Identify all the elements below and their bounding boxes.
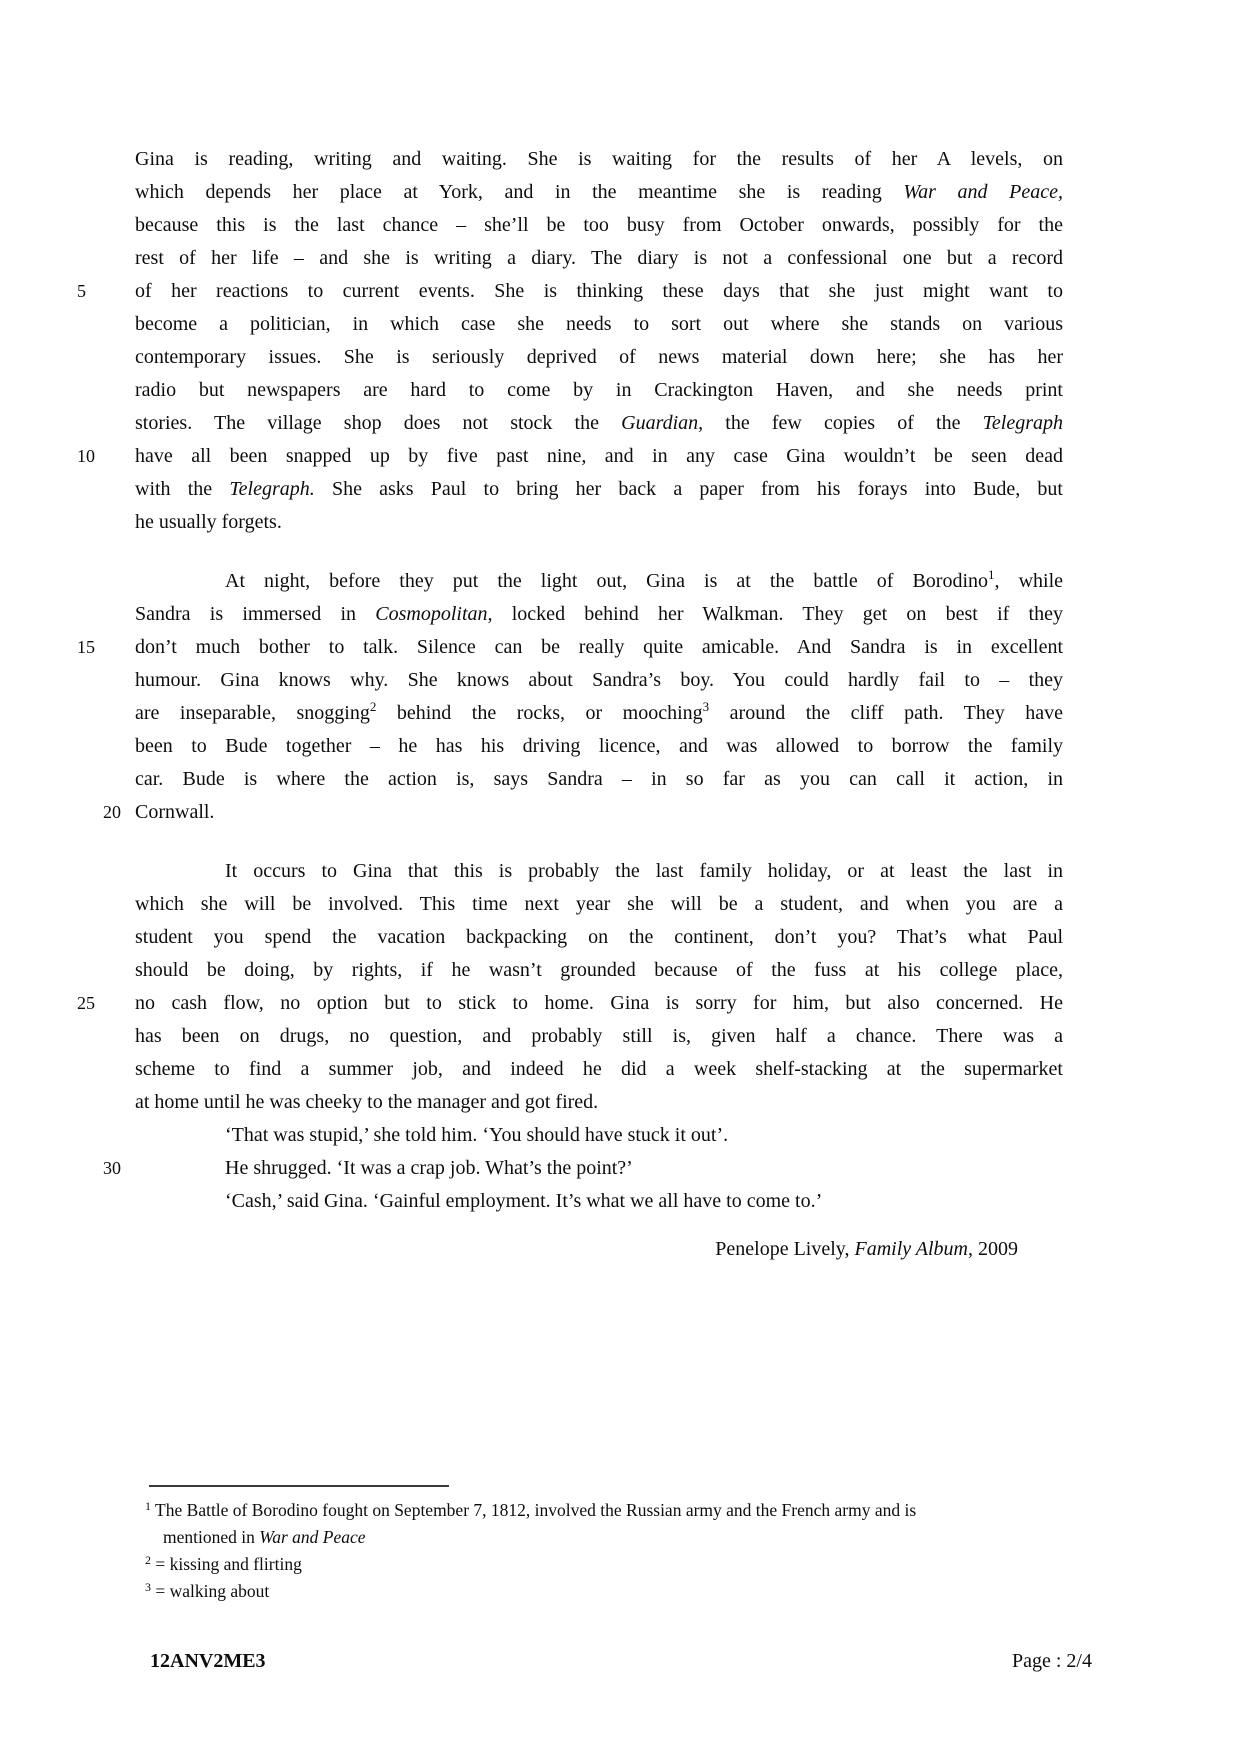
line-number: 25 <box>77 993 95 1013</box>
passage-line <box>135 598 1063 631</box>
footnote-reference: 3 <box>702 699 710 714</box>
attribution-text <box>715 1238 1018 1261</box>
text-segment: behind the rocks, or mooching <box>376 702 703 724</box>
paragraph <box>77 855 1063 1218</box>
text-segment: Cosmopolitan, <box>375 603 493 625</box>
passage-line <box>77 275 1063 308</box>
passage-line <box>135 1053 1063 1086</box>
page-indicator: Page : 2/4 <box>1012 1650 1092 1672</box>
passage-line <box>135 374 1063 407</box>
text-segment: = walking about <box>151 1581 270 1601</box>
passage-line <box>77 631 1063 664</box>
text-segment: At night, before they put the light out, Gina is at the battle of Borodino <box>225 570 989 592</box>
text-segment: mentioned in <box>163 1527 260 1547</box>
line-number: 5 <box>77 281 86 301</box>
text-segment: have all been snapped up by five past nine, and in any case Gina wouldn’t be seen dead <box>135 445 1063 467</box>
passage-line <box>135 506 1063 539</box>
text-segment: War and Peace <box>259 1527 366 1547</box>
text-segment: War and Peace, <box>903 181 1063 203</box>
text-segment: of her reactions to current events. She is thinking these days that she just might want to <box>135 280 1063 302</box>
footnote-line <box>135 1578 1063 1605</box>
text-segment: with the <box>135 478 230 500</box>
text-segment: ‘That was stupid,’ she told him. ‘You should have stuck it out’. <box>225 1124 729 1146</box>
text-segment: It occurs to Gina that this is probably the last family holiday, or at least the last in <box>225 860 1063 882</box>
passage-line <box>135 308 1063 341</box>
passage-line <box>135 1119 1063 1152</box>
text-segment: the few copies of the <box>703 412 983 434</box>
footnotes <box>135 1485 1063 1605</box>
passage-line <box>135 473 1063 506</box>
text-segment: He shrugged. ‘It was a crap job. What’s the point?’ <box>225 1157 633 1179</box>
text-segment: should be doing, by rights, if he wasn’t grounded because of the fuss at his college place, <box>135 959 1063 981</box>
footnote-separator <box>149 1485 449 1487</box>
text-segment: which she will be involved. This time next year she will be a student, and when you are a <box>135 893 1063 915</box>
page-footer <box>0 1650 1240 1680</box>
passage-line <box>135 1020 1063 1053</box>
text-segment: , while <box>994 570 1063 592</box>
passage-line <box>135 697 1063 730</box>
text-segment: stories. The village shop does not stock the <box>135 412 622 434</box>
line-number: 15 <box>77 637 95 657</box>
text-segment: , 2009 <box>968 1238 1018 1260</box>
passage-line <box>135 176 1063 209</box>
text-segment: Penelope Lively, <box>715 1238 855 1260</box>
passage-line <box>135 763 1063 796</box>
footnote-reference: 3 <box>145 1580 151 1594</box>
text-segment: car. Bude is where the action is, says Sandra – in so far as you can call it action, in <box>135 768 1063 790</box>
text-segment: has been on drugs, no question, and probably still is, given half a chance. There was a <box>135 1025 1063 1047</box>
text-segment: Family Album <box>854 1238 968 1260</box>
paragraph <box>77 143 1063 539</box>
text-segment: he usually forgets. <box>135 511 282 533</box>
text-segment: student you spend the vacation backpacking on the continent, don’t you? That’s what Paul <box>135 926 1063 948</box>
text-segment: = kissing and flirting <box>151 1554 302 1574</box>
text-segment: Guardian, <box>621 412 704 434</box>
passage-line <box>135 888 1063 921</box>
passage-line <box>135 954 1063 987</box>
passage-line <box>135 242 1063 275</box>
footnote-line <box>135 1497 1063 1524</box>
paragraph <box>77 565 1064 829</box>
text-segment: become a politician, in which case she needs to sort out where she stands on various <box>135 313 1063 335</box>
footnote-reference: 2 <box>145 1553 151 1567</box>
passage-line <box>135 730 1063 763</box>
passage-line <box>135 209 1063 242</box>
passage-line <box>135 1185 1063 1218</box>
text-segment: rest of her life – and she is writing a diary. The diary is not a confessional one but a record <box>135 247 1063 269</box>
passage <box>77 143 1064 1218</box>
document-code: 12ANV2ME3 <box>150 1650 266 1672</box>
text-segment: Gina is reading, writing and waiting. She is waiting for the results of her A levels, on <box>135 148 1063 170</box>
line-number: 20 <box>103 802 121 822</box>
passage-line <box>135 565 1063 598</box>
footnote-line <box>135 1551 1063 1578</box>
footnote-line <box>135 1524 1063 1551</box>
text-segment: don’t much bother to talk. Silence can be really quite amicable. And Sandra is in excellent <box>135 636 1063 658</box>
passage-line <box>135 855 1063 888</box>
footnote-reference: 1 <box>145 1499 151 1513</box>
text-segment: no cash flow, no option but to stick to home. Gina is sorry for him, but also concerned. He <box>135 992 1063 1014</box>
text-segment: at home until he was cheeky to the manager and got fired. <box>135 1091 599 1113</box>
line-number: 30 <box>103 1158 121 1178</box>
text-segment: around the cliff path. They have <box>709 702 1064 724</box>
text-segment: are inseparable, snogging <box>135 702 370 724</box>
text-segment: ‘Cash,’ said Gina. ‘Gainful employment. It’s what we all have to come to.’ <box>225 1190 823 1212</box>
text-segment: scheme to find a summer job, and indeed he did a week shelf-stacking at the supermarket <box>135 1058 1063 1080</box>
text-segment: been to Bude together – he has his driving licence, and was allowed to borrow the family <box>135 735 1063 757</box>
footnote-lines <box>135 1497 1063 1605</box>
passage-line <box>103 796 1063 829</box>
text-segment: radio but newspapers are hard to come by in Crackington Haven, and she needs print <box>135 379 1063 401</box>
footnote-reference: 2 <box>369 699 377 714</box>
text-segment: Cornwall. <box>135 801 215 823</box>
passage-line <box>77 440 1063 473</box>
line-number: 10 <box>77 446 95 466</box>
passage-line <box>103 1152 1063 1185</box>
text-segment: The Battle of Borodino fought on September 7, 1812, involved the Russian army and the French army and is <box>151 1500 917 1520</box>
passage-line <box>135 1086 1063 1119</box>
passage-line <box>135 921 1063 954</box>
text-segment: locked behind her Walkman. They get on best if they <box>492 603 1063 625</box>
passage-line <box>135 407 1063 440</box>
passage-line <box>135 341 1063 374</box>
text-segment: humour. Gina knows why. She knows about Sandra’s boy. You could hardly fail to – they <box>135 669 1063 691</box>
text-segment: Telegraph. <box>229 478 315 500</box>
attribution <box>135 1238 1063 1261</box>
footnote-reference: 1 <box>988 567 995 582</box>
text-segment: She asks Paul to bring her back a paper from his forays into Bude, but <box>314 478 1063 500</box>
passage-line <box>135 143 1063 176</box>
text-segment: Telegraph <box>982 412 1063 434</box>
text-segment: which depends her place at York, and in the meantime she is reading <box>135 181 904 203</box>
text-segment: because this is the last chance – she’ll be too busy from October onwards, possibly for the <box>135 214 1063 236</box>
passage-line <box>135 664 1063 697</box>
passage-line <box>77 987 1063 1020</box>
text-segment: Sandra is immersed in <box>135 603 376 625</box>
text-segment: contemporary issues. She is seriously deprived of news material down here; she has her <box>135 346 1063 368</box>
